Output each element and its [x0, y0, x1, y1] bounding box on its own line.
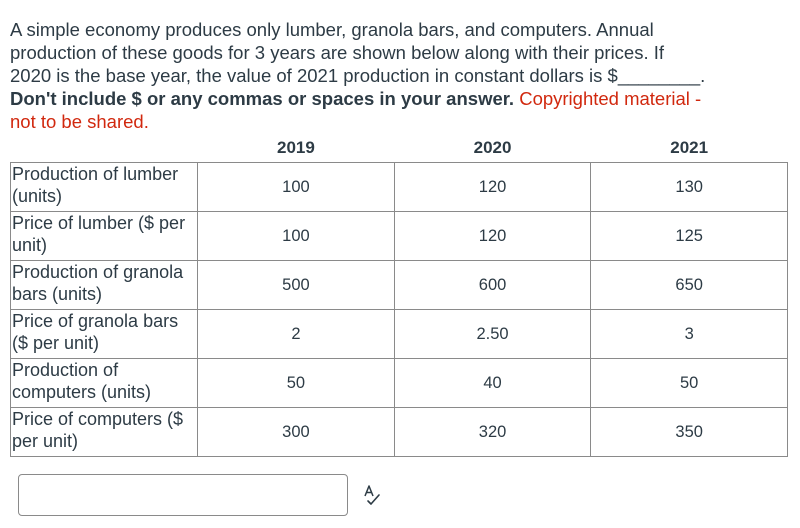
cell-2021: 350 [591, 408, 788, 457]
cell-2019: 100 [198, 212, 395, 261]
table-row [11, 310, 788, 359]
cell-2019: 500 [198, 261, 395, 310]
cell-2020: 320 [394, 408, 591, 457]
table-row [11, 163, 788, 212]
cell-2020: 600 [394, 261, 591, 310]
cell-2021: 50 [591, 359, 788, 408]
answer-input[interactable] [18, 474, 348, 516]
table-header-2021: 2021 [670, 138, 709, 157]
table-header-2020: 2020 [473, 138, 512, 157]
production-price-table [10, 134, 788, 457]
cell-2020: 2.50 [394, 310, 591, 359]
table-row [11, 408, 788, 457]
copyright-notice: Copyrighted material - not to be shared. [10, 88, 702, 132]
cell-2019: 100 [198, 163, 395, 212]
question-instruction: Don't include $ or any commas or spaces in your answer. [10, 88, 515, 109]
cell-2021: 650 [591, 261, 788, 310]
row-label: Price of granola bars ($ per unit) [11, 310, 198, 359]
row-label: Production of granola bars (units) [11, 261, 198, 310]
row-label: Price of computers ($ per unit) [11, 408, 198, 457]
question-text [10, 18, 710, 133]
spell-check-icon[interactable] [362, 484, 382, 506]
cell-2020: 40 [394, 359, 591, 408]
row-label: Production of lumber (units) [11, 163, 198, 212]
question-body: A simple economy produces only lumber, granola bars, and computers. Annual production of these goods for 3 years are shown below along with their prices. If 2020 is the base year, the value of 2021 production in constant dollars is $________. [10, 19, 706, 86]
row-label: Price of lumber ($ per unit) [11, 212, 198, 261]
cell-2020: 120 [394, 212, 591, 261]
cell-2019: 300 [198, 408, 395, 457]
table-header-row [11, 134, 788, 163]
cell-2019: 2 [198, 310, 395, 359]
table-row [11, 359, 788, 408]
cell-2021: 130 [591, 163, 788, 212]
row-label: Production of computers (units) [11, 359, 198, 408]
cell-2019: 50 [198, 359, 395, 408]
cell-2021: 125 [591, 212, 788, 261]
cell-2021: 3 [591, 310, 788, 359]
table-header-blank [11, 134, 198, 163]
table-header-2019: 2019 [277, 138, 315, 157]
table-row [11, 212, 788, 261]
cell-2020: 120 [394, 163, 591, 212]
table-row [11, 261, 788, 310]
